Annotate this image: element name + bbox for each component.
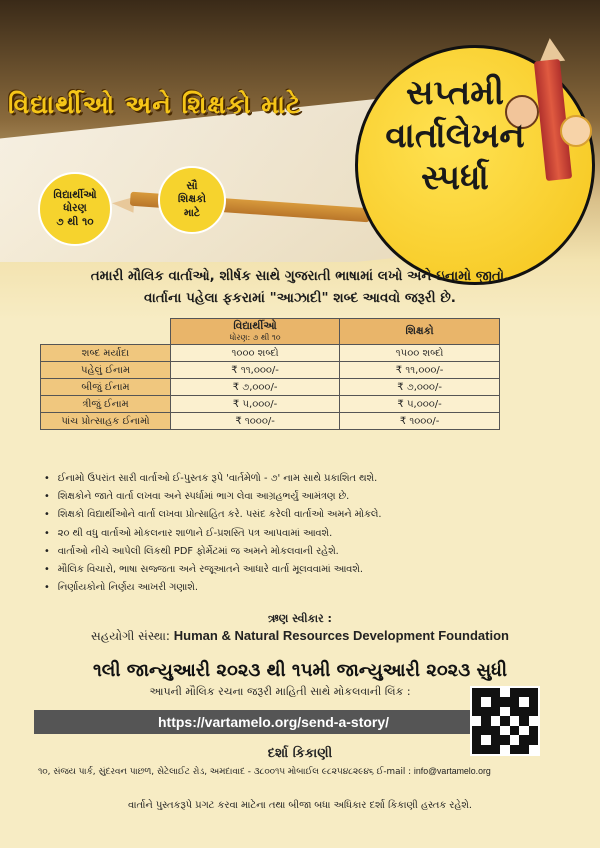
row-label: પાંચ પ્રોત્સાહક ઈનામો [41,413,171,430]
contact-address [38,766,578,777]
students-value: ૧૦૦૦ શબ્દો [171,345,340,362]
partner-org: Human & Natural Resources Development Foundation [173,628,509,643]
col-students-header [171,319,340,345]
badge-line: શિક્ષકો [177,193,207,206]
table-header-row [41,319,500,345]
badge-line: સૌ [186,180,198,193]
rights-note: વાર્તાને પુસ્તકરૂપે પ્રગટ કરવા માટેના તથા બીજા બધા અધિકાર દર્શા કિકાણી હસ્તક રહેશે. [128,800,472,811]
students-value: ₹ ૭,૦૦૦/- [171,379,340,396]
list-item: • વાર્તાઓ નીચે આપેલી લિંકથી PDF ફોર્મેટમાં જ અમને મોકલવાની રહેશે. [44,543,564,561]
teachers-value: ₹ ૧૧,૦૦૦/- [340,362,500,379]
row-label: શબ્દ મર્યાદા [41,345,171,362]
title-line-2: વાર્તાલેખન [385,115,525,156]
badge-line: વિદ્યાર્થીઓ [53,189,97,202]
submission-url[interactable]: https://vartamelo.org/send-a-story/ [34,710,470,734]
badge-line: માટે [183,206,201,219]
list-item: • ઈનામો ઉપરાંત સારી વાર્તાઓ ઈ-પુસ્તક રૂપે 'વાર્તમેળો - ૭' નામ સાથે પ્રકાશિત થશે. [44,470,564,488]
teachers-value: ૧૫૦૦ શબ્દો [340,345,500,362]
kid-girl-icon [560,115,592,147]
banner-title: વિદ્યાર્થીઓ અને શિક્ષકો માટે [8,90,302,119]
link-label: આપની મૌલિક રચના જરૂરી માહિતી સાથે મોકલવાની લિંક : [149,685,411,698]
prize-table [40,318,500,430]
teachers-value: ₹ ૫,૦૦૦/- [340,396,500,413]
list-item: • શિક્ષકોને જાતે વાર્તા લખવા અને સ્પર્ધામાં ભાગ લેવા આગ્રહભર્યું આમંત્રણ છે. [44,488,564,506]
title-line-1: સપ્તમી [406,73,504,113]
email-link[interactable]: info@vartamelo.org [413,766,491,776]
col-students-sublabel: ધોરણ: ૭ થી ૧૦ [229,333,281,342]
row-label: બીજું ઈનામ [41,379,171,396]
competition-dates: ૧લી જાન્યુઆરી ૨૦૨૩ થી ૧૫મી જાન્યુઆરી ૨૦૨૩ સુધી [92,660,508,681]
partner-line [0,628,600,644]
acknowledgement-heading: ઋણ સ્વીકાર : [268,612,332,625]
list-item: • ૨૦ થી વધુ વાર્તાઓ મોકલનાર શાળાને ઈ-પ્રશસ્તિ પત્ર આપવામાં આવશે. [44,525,564,543]
list-item: • નિર્ણાયકોનો નિર્ણય આખરી ગણાશે. [44,579,564,597]
badge-line: ૭ થી ૧૦ [56,215,94,228]
table-row [41,413,500,430]
table-corner [41,319,171,345]
rules-list [44,470,564,598]
students-value: ₹ ૧૧,૦૦૦/- [171,362,340,379]
badge-line: ધોરણ [63,202,87,215]
title-line-3: સ્પર્ધા [421,158,489,198]
row-label: પહેલું ઈનામ [41,362,171,379]
teachers-badge [158,166,226,234]
table-row [41,345,500,362]
competition-title [380,72,530,200]
students-badge [38,172,112,246]
intro-line-2: વાર્તાના પહેલા ફકરામાં "આઝાદી" શબ્દ આવવો જરૂરી છે. [144,289,456,306]
table-row [41,396,500,413]
address-text: ૧૦, સંજય પાર્ક, સુંદરવન પાછળ, સેટેલાઈટ રોડ, અમદાવાદ - ૩૮૦૦૧૫ મોબાઈલ ૯૮૨૫૪૮૨૯૪૬ ઈ-mail : [38,767,414,777]
author-name: દર્શા કિકાણી [267,746,333,761]
students-value: ₹ ૫,૦૦૦/- [171,396,340,413]
col-students-label: વિદ્યાર્થીઓ [233,320,277,332]
table-row [41,379,500,396]
teachers-value: ₹ ૧૦૦૦/- [340,413,500,430]
row-label: ત્રીજું ઈનામ [41,396,171,413]
col-teachers-header: શિક્ષકો [340,319,500,345]
intro-text [0,266,600,309]
teachers-value: ₹ ૭,૦૦૦/- [340,379,500,396]
list-item: • મૌલિક વિચારો, ભાષા સજ્જતા અને રજૂઆતને આધારે વાર્તા મૂલવવામાં આવશે. [44,561,564,579]
partner-label: સહયોગી સંસ્થા: [91,629,170,643]
list-item: • શિક્ષકો વિદ્યાર્થીઓને વાર્તા લખવા પ્રોત્સાહિત કરે. પસંદ કરેલી વાર્તાઓ અમને મોકલે. [44,506,564,524]
intro-line-1: તમારી મૌલિક વાર્તાઓ, શીર્ષક સાથે ગુજરાતી ભાષામાં લખો અને ઇનામો જીતો. [90,268,510,284]
students-value: ₹ ૧૦૦૦/- [171,413,340,430]
table-row [41,362,500,379]
